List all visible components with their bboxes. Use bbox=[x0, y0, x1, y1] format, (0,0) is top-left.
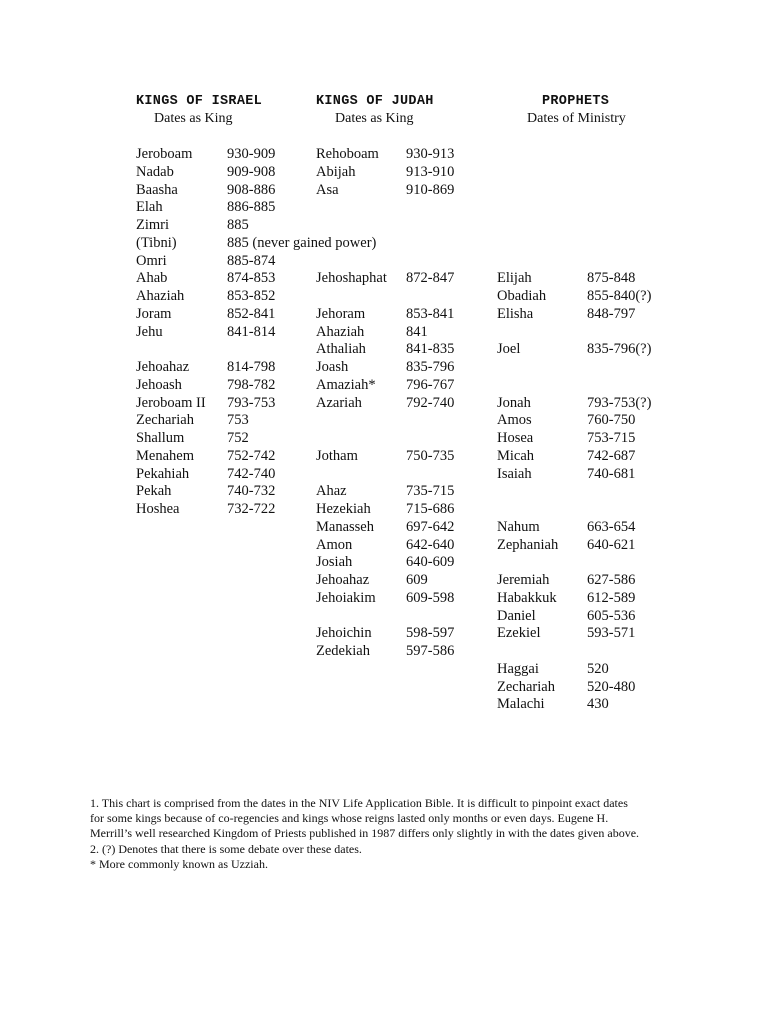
judah-king-name: Jehoichin bbox=[316, 625, 372, 642]
footnote-line: 2. (?) Denotes that there is some debate over these dates. bbox=[90, 841, 362, 856]
prophet-name: Hosea bbox=[497, 430, 534, 446]
judah-king-name: Ahaziah bbox=[316, 323, 365, 340]
judah-king-name: Rehoboam bbox=[316, 146, 379, 162]
israel-king-dates: 740-732 bbox=[227, 483, 276, 500]
prophet-name: Elisha bbox=[497, 305, 534, 322]
prophet-name: Micah bbox=[497, 447, 535, 464]
israel-king-dates: 793-753 bbox=[227, 394, 276, 411]
israel-king-name: Omri bbox=[136, 252, 167, 269]
israel-king-dates: 885 bbox=[227, 217, 249, 233]
judah-king-name: Zedekiah bbox=[316, 643, 370, 659]
prophet-dates: 742-687 bbox=[587, 447, 636, 464]
prophet-dates: 855-840(?) bbox=[587, 288, 652, 304]
judah-king-dates: 930-913 bbox=[406, 146, 455, 162]
israel-king-name: Jeroboam bbox=[136, 146, 193, 162]
subheader-israel-dates: Dates as King bbox=[154, 111, 233, 126]
judah-king-dates: 715-686 bbox=[406, 501, 455, 517]
israel-king-dates: 886-885 bbox=[227, 199, 276, 216]
judah-king-name: Ahaz bbox=[316, 483, 347, 500]
israel-king-dates: 853-852 bbox=[227, 288, 276, 304]
judah-king-name: Jotham bbox=[316, 447, 358, 464]
israel-king-name: Jehoahaz bbox=[136, 359, 190, 375]
judah-king-dates: 872-847 bbox=[406, 270, 455, 287]
israel-king-name: Joram bbox=[136, 305, 172, 322]
prophet-name: Joel bbox=[497, 341, 521, 358]
prophet-dates: 612-589 bbox=[587, 589, 636, 606]
israel-king-dates: 814-798 bbox=[227, 359, 276, 375]
judah-king-name: Manasseh bbox=[316, 518, 374, 535]
judah-king-name: Josiah bbox=[316, 554, 353, 571]
judah-king-dates: 910-869 bbox=[406, 181, 455, 198]
israel-king-name: Jeroboam II bbox=[136, 394, 206, 411]
prophet-name: Jeremiah bbox=[497, 572, 550, 588]
prophet-name: Ezekiel bbox=[497, 625, 541, 642]
header-prophets: PROPHETS bbox=[542, 94, 610, 109]
judah-king-dates: 640-609 bbox=[406, 554, 455, 571]
israel-king-name: Pekahiah bbox=[136, 465, 190, 482]
judah-king-dates: 697-642 bbox=[406, 518, 455, 535]
judah-king-name: Joash bbox=[316, 359, 349, 375]
israel-king-name: Zimri bbox=[136, 217, 170, 233]
israel-king-name: Pekah bbox=[136, 483, 172, 500]
prophet-name: Nahum bbox=[497, 518, 540, 535]
israel-king-dates: 732-722 bbox=[227, 501, 276, 517]
prophet-dates: 753-715 bbox=[587, 430, 636, 446]
judah-king-dates: 735-715 bbox=[406, 483, 455, 500]
israel-king-dates: 752-742 bbox=[227, 447, 276, 464]
judah-king-name: Jehoram bbox=[316, 305, 366, 322]
prophet-dates: 520-480 bbox=[587, 678, 636, 695]
judah-king-name: Abijah bbox=[316, 163, 356, 180]
israel-king-name: Menahem bbox=[136, 447, 194, 464]
judah-king-name: Asa bbox=[316, 181, 339, 198]
judah-king-dates: 796-767 bbox=[406, 376, 455, 393]
judah-king-dates: 841-835 bbox=[406, 341, 455, 358]
prophet-name: Jonah bbox=[497, 394, 531, 411]
prophet-dates: 593-571 bbox=[587, 625, 636, 642]
judah-king-dates: 750-735 bbox=[406, 447, 455, 464]
israel-king-dates: 885-874 bbox=[227, 252, 276, 269]
israel-king-dates: 908-886 bbox=[227, 181, 276, 198]
israel-king-dates: 885 (never gained power) bbox=[227, 234, 377, 251]
prophet-dates: 760-750 bbox=[587, 412, 636, 429]
prophet-dates: 663-654 bbox=[587, 518, 636, 535]
prophet-dates: 640-621 bbox=[587, 536, 636, 553]
judah-king-name: Azariah bbox=[316, 394, 362, 411]
judah-king-dates: 913-910 bbox=[406, 163, 455, 180]
israel-king-dates: 874-853 bbox=[227, 270, 276, 287]
prophet-dates: 740-681 bbox=[587, 465, 636, 482]
prophet-dates: 875-848 bbox=[587, 270, 636, 287]
prophet-dates: 835-796(?) bbox=[587, 341, 652, 358]
prophet-name: Habakkuk bbox=[497, 589, 557, 606]
judah-king-dates: 609 bbox=[406, 572, 428, 588]
prophet-dates: 848-797 bbox=[587, 305, 636, 322]
footnote-line: * More commonly known as Uzziah. bbox=[90, 856, 268, 871]
judah-king-dates: 841 bbox=[406, 323, 428, 340]
israel-king-dates: 742-740 bbox=[227, 465, 276, 482]
israel-king-name: Nadab bbox=[136, 163, 174, 180]
prophet-dates: 627-586 bbox=[587, 572, 636, 588]
israel-king-name: Shallum bbox=[136, 430, 185, 446]
judah-king-name: Hezekiah bbox=[316, 501, 371, 517]
judah-king-dates: 609-598 bbox=[406, 589, 455, 606]
israel-king-dates: 841-814 bbox=[227, 323, 276, 340]
israel-king-name: Jehoash bbox=[136, 376, 182, 393]
prophet-dates: 793-753(?) bbox=[587, 394, 652, 411]
judah-king-dates: 642-640 bbox=[406, 536, 455, 553]
judah-king-dates: 792-740 bbox=[406, 394, 455, 411]
prophet-dates: 520 bbox=[587, 660, 609, 677]
judah-king-dates: 835-796 bbox=[406, 359, 455, 375]
prophet-name: Zechariah bbox=[497, 678, 555, 695]
judah-king-dates: 853-841 bbox=[406, 305, 455, 322]
israel-king-dates: 753 bbox=[227, 412, 249, 429]
footnote-line: for some kings because of co-regencies and kings whose reigns lasted only months or even days. Eugene H. bbox=[90, 811, 609, 826]
prophet-name: Amos bbox=[497, 412, 532, 429]
footnote-line: Merrill’s well researched Kingdom of Priests published in 1987 differs only slightly in with the dates given above. bbox=[90, 826, 640, 841]
subheader-prophets-dates: Dates of Ministry bbox=[527, 111, 626, 126]
judah-king-name: Jehoahaz bbox=[316, 572, 370, 588]
subheader-judah-dates: Dates as King bbox=[335, 111, 414, 126]
israel-king-name: (Tibni) bbox=[136, 234, 177, 251]
israel-king-name: Hoshea bbox=[136, 501, 180, 517]
prophet-name: Zephaniah bbox=[497, 536, 559, 553]
israel-king-name: Baasha bbox=[136, 181, 178, 198]
judah-king-dates: 597-586 bbox=[406, 643, 455, 659]
prophet-name: Elijah bbox=[497, 270, 532, 287]
prophet-name: Isaiah bbox=[497, 465, 532, 482]
israel-king-dates: 752 bbox=[227, 430, 249, 446]
israel-king-dates: 930-909 bbox=[227, 146, 276, 162]
judah-king-name: Athaliah bbox=[316, 341, 366, 358]
israel-king-name: Ahab bbox=[136, 270, 168, 287]
israel-king-dates: 798-782 bbox=[227, 376, 276, 393]
israel-king-dates: 852-841 bbox=[227, 305, 276, 322]
header-kings-of-judah: KINGS OF JUDAH bbox=[316, 94, 434, 109]
israel-king-name: Zechariah bbox=[136, 412, 194, 429]
israel-king-name: Jehu bbox=[136, 323, 163, 340]
prophet-name: Haggai bbox=[497, 660, 539, 677]
israel-king-name: Elah bbox=[136, 199, 163, 216]
judah-king-name: Jehoshaphat bbox=[316, 270, 387, 287]
prophet-name: Obadiah bbox=[497, 288, 547, 304]
footnote-line: 1. This chart is comprised from the dates in the NIV Life Application Bible. It is difficult to pinpoint exact dates bbox=[90, 796, 628, 810]
judah-king-dates: 598-597 bbox=[406, 625, 455, 642]
israel-king-dates: 909-908 bbox=[227, 163, 276, 180]
judah-king-name: Jehoiakim bbox=[316, 589, 376, 606]
judah-king-name: Amaziah* bbox=[316, 376, 376, 393]
israel-king-name: Ahaziah bbox=[136, 288, 185, 304]
judah-king-name: Amon bbox=[316, 536, 353, 553]
header-kings-of-israel: KINGS OF ISRAEL bbox=[136, 94, 263, 109]
prophet-dates: 430 bbox=[587, 696, 609, 713]
prophet-name: Daniel bbox=[497, 607, 536, 624]
prophet-dates: 605-536 bbox=[587, 607, 636, 624]
prophet-name: Malachi bbox=[497, 696, 545, 713]
